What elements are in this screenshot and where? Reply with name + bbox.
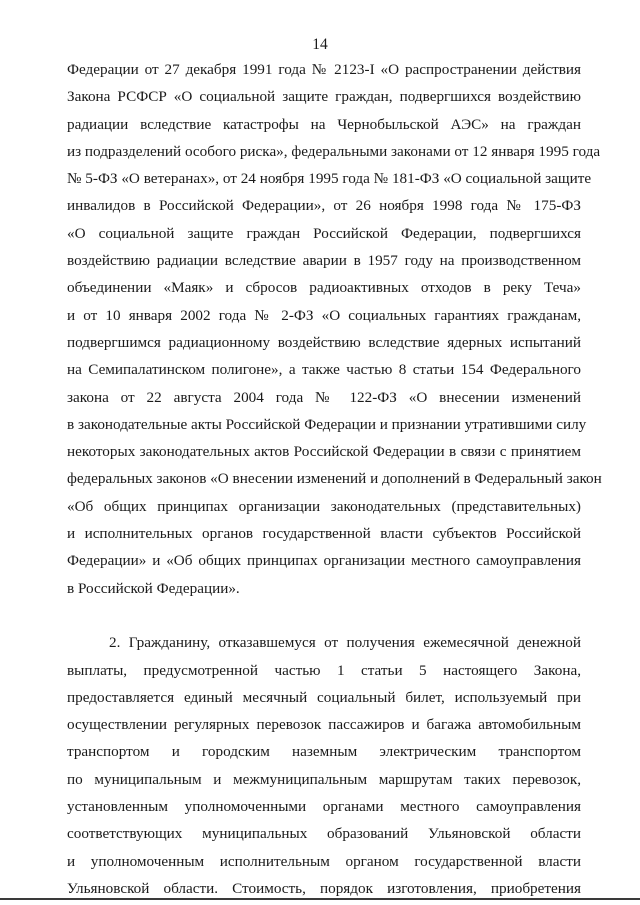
text-line: Федерации от 27 декабря 1991 года № 2123-I «О распространении действия <box>67 61 581 78</box>
text-line: по муниципальным и межмуниципальным маршрутам таких перевозок, <box>67 770 581 788</box>
paragraph-2 <box>67 629 581 902</box>
text-line: Закона РСФСР «О социальной защите граждан, подвергшихся воздействию <box>67 88 581 106</box>
text-line: в Российской Федерации». <box>67 579 240 597</box>
text-line: из подразделений особого риска», федеральными законами от 12 января 1995 года <box>67 142 601 160</box>
text-line: радиации вследствие катастрофы на Чернобыльской АЭС» на граждан <box>67 115 581 133</box>
text-line: 2. Гражданину, отказавшемуся от получения ежемесячной денежной <box>109 634 581 652</box>
text-line: некоторых законодательных актов Российской Федерации в связи с принятием <box>67 443 581 461</box>
document-body <box>67 56 602 902</box>
text-line: № 5-ФЗ «О ветеранах», от 24 ноября 1995 года № 181-ФЗ «О социальной защите <box>67 170 592 188</box>
text-line: на Семипалатинском полигоне», а также частью 8 статьи 154 Федерального <box>67 361 581 379</box>
paragraph-1 <box>67 56 602 602</box>
page-number: 14 <box>312 36 328 53</box>
text-line: федеральных законов «О внесении изменений и дополнений в Федеральный закон <box>67 470 602 488</box>
text-line: объединении «Маяк» и сбросов радиоактивных отходов в реку Теча» <box>67 279 581 297</box>
text-line: инвалидов в Российской Федерации», от 26 ноября 1998 года № 175-ФЗ <box>67 197 581 215</box>
text-line: выплаты, предусмотренной частью 1 статьи 5 настоящего Закона, <box>67 661 581 679</box>
text-line: подвергшимся радиационному воздействию вследствие ядерных испытаний <box>67 333 581 351</box>
paragraph-spacer <box>67 602 581 629</box>
scan-edge-line <box>0 898 640 900</box>
text-line: воздействию радиации вследствие аварии в 1957 году на производственном <box>67 252 581 270</box>
text-line: предоставляется единый месячный социальный билет, используемый при <box>67 688 581 706</box>
text-line: в законодательные акты Российской Федерации и признании утратившими силу <box>67 415 587 433</box>
text-line: «О социальной защите граждан Российской Федерации, подвергшихся <box>67 224 581 242</box>
text-line: осуществлении регулярных перевозок пассажиров и багажа автомобильным <box>67 716 581 734</box>
text-line: закона от 22 августа 2004 года № 122-ФЗ «О внесении изменений <box>67 388 581 406</box>
text-line: транспортом и городским наземным электрическим транспортом <box>67 743 581 761</box>
text-line: «Об общих принципах организации законодательных (представительных) <box>67 497 581 515</box>
text-line: и уполномоченным исполнительным органом государственной власти <box>67 852 581 870</box>
text-line: соответствующих муниципальных образований Ульяновской области <box>67 825 581 843</box>
text-line: установленным уполномоченными органами местного самоуправления <box>67 798 581 816</box>
text-line: и исполнительных органов государственной власти субъектов Российской <box>67 525 581 543</box>
text-line: Ульяновской области. Стоимость, порядок изготовления, приобретения <box>67 879 581 897</box>
text-line: и от 10 января 2002 года № 2-ФЗ «О социальных гарантиях гражданам, <box>67 306 581 324</box>
text-line: Федерации» и «Об общих принципах организации местного самоуправления <box>67 552 581 570</box>
